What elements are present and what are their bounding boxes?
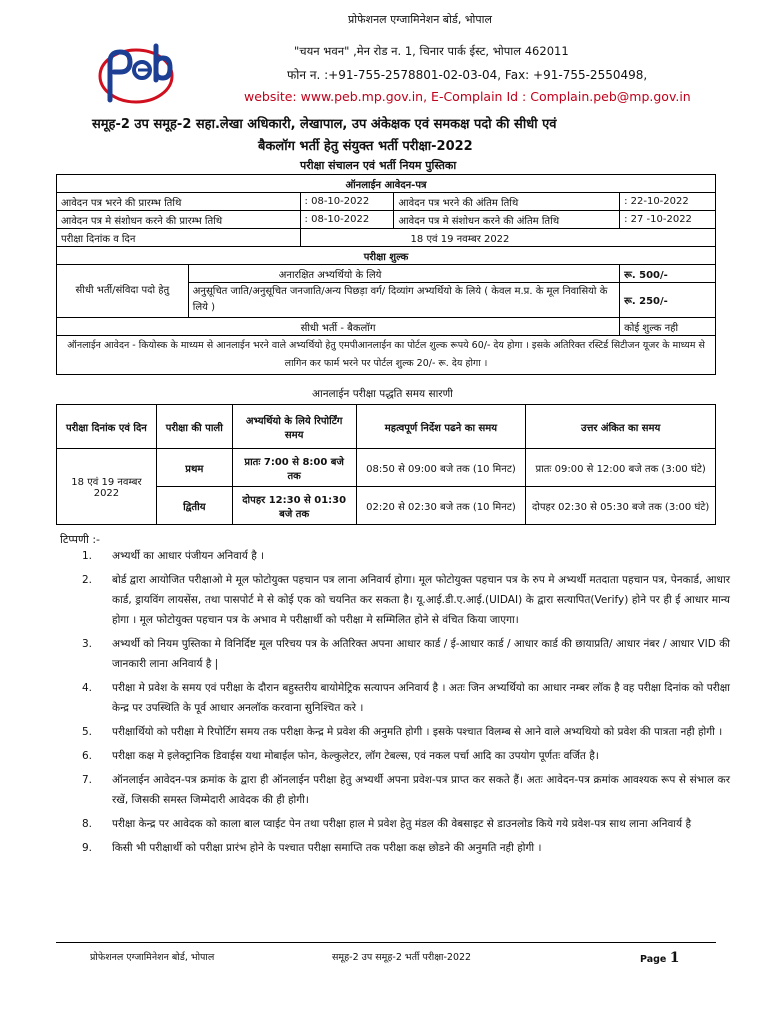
- fee-reserved-value: रू. 250/-: [620, 283, 716, 318]
- reporting-cell: प्रातः 7:00 से 8:00 बजे तक: [232, 449, 356, 487]
- note-number: 2.: [82, 574, 93, 586]
- col-header-date: परीक्षा दिनांक एवं दिन: [57, 405, 157, 449]
- col-header-reading: महत्वपूर्ण निर्देश पढने का समय: [356, 405, 526, 449]
- list-item: [82, 746, 730, 766]
- answer-cell: दोपहर 02:30 से 05:30 बजे तक (3:00 घंटे): [526, 487, 716, 525]
- note-text: परीक्षा केन्द्र पर आवेदक को काला बाल प्वाईट पेन तथा परीक्षा हाल मे प्रवेश हेतु मंडल की वेबसाइट से डाउनलोड किये गये प्रवेश-पत्र साथ लाना अनिवार्य है: [112, 818, 692, 830]
- shift-cell: प्रथम: [156, 449, 232, 487]
- note-text: परीक्षा कक्ष मे इलेक्ट्रानिक डिवाईस यथा मोबाईल फोन, केल्कुलेटर, लॉग टेबल्स, एवं नकल पर्चा आदि का उपयोग पूर्णतः वर्जित है।: [112, 750, 599, 762]
- online-application-header: ऑनलाईन आवेदन-पत्र: [57, 175, 716, 193]
- doc-title-line1: समूह-2 उप समूह-2 सहा.लेखा अधिकारी, लेखापाल, उप अंकेक्षक एवं समकक्ष पदो की सीधी एवं: [92, 117, 557, 132]
- org-address: "चयन भवन" ,मेन रोड न. 1, चिनार पार्क ईस्ट, भोपाल 462011: [294, 44, 569, 58]
- page-number: [640, 950, 679, 966]
- page-number-value: 1: [669, 950, 680, 966]
- note-text: परीक्षा मे प्रवेश के समय एवं परीक्षा के दौरान बहुस्तरीय बायोमेट्रिक सत्यापन अनिवार्य है । अतः जिन अभ्यर्थियो का आधार नम्बर लॉक है वह परीक्षा दिनांक को परीक्षा केन्द्र पर उपस्थिति के पूर्व आधार अनलॉक करवाना सुनिश्चित करे ।: [112, 682, 730, 714]
- footer-divider: [56, 942, 716, 943]
- table-row: [57, 449, 716, 487]
- list-item: [82, 678, 730, 718]
- notes-title: टिप्पणी :-: [60, 533, 101, 546]
- note-number: 3.: [82, 638, 93, 650]
- fee-backlog-label: सीधी भर्ती - बैकलॉग: [57, 318, 620, 336]
- list-item: [82, 722, 730, 742]
- list-item: [82, 814, 730, 834]
- portal-fee-note: ऑनलाईन आवेदन - कियोस्क के माध्यम से आनलाईन भरने वाले अभ्यर्थियो हेतु एमपीआनलाईन का पोर्टल शुल्क रूपये 60/- देय होगा । इसके अतिरिक्त रस्टिर्ड सिटीजन यूजर के माध्यम से लागिन कर फार्म भरने पर पोर्टल शुल्क 20/- रू. देय होगा ।: [57, 336, 716, 375]
- schedule-caption: आनलाईन परीक्षा पद्धति समय सारणी: [312, 388, 453, 400]
- col-header-shift: परीक्षा की पाली: [156, 405, 232, 449]
- fee-unreserved-label: अनारक्षित अभ्यर्थियो के लिये: [188, 265, 619, 283]
- apply-start-value: : 08-10-2022: [300, 193, 394, 211]
- note-text: ऑनलाईन आवेदन-पत्र क्रमांक के द्वारा ही ऑनलाईन परीक्षा हेतु अभ्यर्थी अपना प्रवेश-पत्र प्राप्त कर सकते हैं। अतः आवेदन-पत्र क्रमांक आवश्यक रूप से संभाल कर रखें, जिसकी समस्त जिम्मेदारी आवेदक की ही होगी।: [112, 774, 730, 806]
- edit-start-value: : 08-10-2022: [300, 211, 394, 229]
- fee-backlog-value: कोई शुल्क नही: [620, 318, 716, 336]
- note-text: परीक्षार्थियो को परीक्षा मे रिपोर्टिग समय तक परीक्षा केन्द्र मे प्रवेश की अनुमति होगी । इसके पश्चात विलम्ब से आने वाले अभ्यथियो को प्रवेश की पात्रता नही होगी ।: [112, 726, 723, 738]
- list-item: [82, 634, 730, 674]
- notes-list: [82, 546, 730, 862]
- footer-org: प्रोफेशनल एग्जामिनेशन बोर्ड, भोपाल: [90, 952, 215, 963]
- application-info-table: [56, 174, 716, 375]
- note-number: 8.: [82, 818, 93, 830]
- reporting-cell: दोपहर 12:30 से 01:30 बजे तक: [232, 487, 356, 525]
- reading-cell: 02:20 से 02:30 बजे तक (10 मिनट): [356, 487, 526, 525]
- list-item: [82, 770, 730, 810]
- col-header-answer: उत्तर अंकित का समय: [526, 405, 716, 449]
- col-header-reporting: अभ्यर्थियो के लिये रिपोर्टिंग समय: [232, 405, 356, 449]
- edit-end-value: : 27 -10-2022: [620, 211, 716, 229]
- org-phone: फोन न. :+91-755-2578801-02-03-04, Fax: +91-755-2550498,: [287, 68, 648, 82]
- note-text: अभ्यर्थी का आधार पंजीयन अनिवार्य है ।: [112, 550, 265, 562]
- exam-date-label: परीक्षा दिनांक व दिन: [57, 229, 301, 247]
- org-name: प्रोफेशनल एग्जामिनेशन बोर्ड, भोपाल: [348, 13, 492, 26]
- list-item: [82, 546, 730, 566]
- apply-start-label: आवेदन पत्र भरने की प्रारम्भ तिथि: [57, 193, 301, 211]
- note-number: 6.: [82, 750, 93, 762]
- list-item: [82, 838, 730, 858]
- footer-exam-name: समूह-2 उप समूह-2 भर्ती परीक्षा-2022: [332, 952, 472, 963]
- note-number: 4.: [82, 682, 93, 694]
- edit-end-label: आवेदन पत्र मे संशोधन करने की अंतिम तिथि: [394, 211, 620, 229]
- note-number: 9.: [82, 842, 93, 854]
- apply-end-value: : 22-10-2022: [620, 193, 716, 211]
- note-number: 7.: [82, 774, 93, 786]
- note-text: अभ्यर्थी को नियम पुस्तिका मे विनिर्दिष्ट मूल परिचय पत्र के अतिरिक्त अपना आधार कार्ड / ई-आधार कार्ड / आधार कार्ड की छायाप्रति/ आधार नंबर / आधार VID की जानकारी लाना अनिवार्य है |: [112, 638, 730, 670]
- note-number: 1.: [82, 550, 93, 562]
- exam-fee-header: परीक्षा शुल्क: [57, 247, 716, 265]
- fee-group-label: सीधी भर्ती/संविदा पदो हेतु: [57, 265, 189, 318]
- exam-schedule-table: [56, 404, 716, 525]
- page-label: Page: [640, 954, 667, 965]
- org-website[interactable]: website: www.peb.mp.gov.in, E-Complain Id : Complain.peb@mp.gov.in: [244, 89, 691, 104]
- fee-reserved-label: अनुसूचित जाति/अनुसूचित जनजाति/अन्य पिछड़ा वर्ग/ दिव्यांग अभ्यर्थियो के लिये ( केवल म.प्र. के मूल निवासियो के लिये ): [188, 283, 619, 318]
- shift-cell: द्वितीय: [156, 487, 232, 525]
- doc-title-line2: बैकलॉग भर्ती हेतु संयुक्त भर्ती परीक्षा-2022: [258, 139, 473, 154]
- note-text: किसी भी परीक्षार्थी को परीक्षा प्रारंभ होने के पश्चात परीक्षा समाप्ति तक परीक्षा कक्ष छोडने की अनुमति नही होगी ।: [112, 842, 542, 854]
- note-number: 5.: [82, 726, 93, 738]
- peb-logo-icon: [96, 40, 176, 106]
- fee-unreserved-value: रू. 500/-: [620, 265, 716, 283]
- exam-date-value: 18 एवं 19 नवम्बर 2022: [300, 229, 715, 247]
- reading-cell: 08:50 से 09:00 बजे तक (10 मिनट): [356, 449, 526, 487]
- edit-start-label: आवेदन पत्र मे संशोधन करने की प्रारम्भ तिथि: [57, 211, 301, 229]
- doc-subtitle: परीक्षा संचालन एवं भर्ती नियम पुस्तिका: [300, 159, 457, 172]
- note-text: बोर्ड द्वारा आयोजित परीक्षाओ मे मूल फोटोयुक्त पहचान पत्र लाना अनिवार्य होगा। मूल फोटोयुक्त पहचान पत्र के रुप मे अभ्यर्थी मतदाता पहचान पत्र, पेनकार्ड, आधार कार्ड, ड्रायविंग लायसेंस, तथा पासपोर्ट मे से कोई एक को चयनित कर सकता है। यू.आई.डी.ए.आई.(UIDAI) के द्वारा सत्यापित(Verify) होने पर ही ई आधार मान्य होगा । मूल फोटोयुक्त पहचान पत्र के अभाव मे परीक्षार्थी को परीक्षा मे सम्मिलित होने से वंचित किया जाएगा।: [112, 574, 730, 626]
- apply-end-label: आवेदन पत्र भरने की अंतिम तिथि: [394, 193, 620, 211]
- list-item: [82, 570, 730, 630]
- exam-date-cell: 18 एवं 19 नवम्बर 2022: [57, 449, 157, 525]
- answer-cell: प्रातः 09:00 से 12:00 बजे तक (3:00 घंटे): [526, 449, 716, 487]
